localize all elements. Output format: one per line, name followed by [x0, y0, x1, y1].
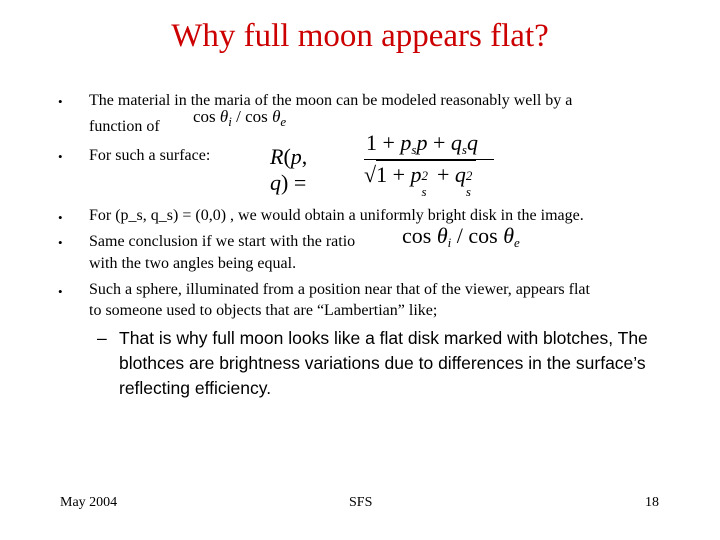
formula-lhs: R(p, q) = [270, 144, 308, 195]
bullet-marker: • [58, 94, 63, 109]
bullet-marker: • [58, 210, 63, 225]
bullet-5-line-1: Such a sphere, illuminated from a position near that of the viewer, appears flat [89, 281, 590, 298]
bullet-marker: • [58, 149, 63, 164]
bullet-1-line-1: The material in the maria of the moon can be modeled reasonably well by a [89, 92, 573, 109]
slide-title: Why full moon appears flat? [171, 18, 549, 54]
formula-denominator: √1 + p 2 s + q 2 s [364, 162, 476, 188]
bullet-4-line-1: Same conclusion if we start with the ratio [89, 233, 356, 250]
footer-title: SFS [349, 495, 373, 510]
bullet-3-text: For (p_s, q_s) = (0,0) , we would obtain a uniformly bright disk in the image. [89, 207, 584, 224]
sub-bullet-text: That is why full moon looks like a flat disk marked with blotches, The blothces are brightness variations due to differences in the surface’s reflecting efficiency. [119, 328, 648, 398]
page-number: 18 [645, 495, 659, 510]
bullet-1-line-2: function of [89, 118, 160, 135]
ratio-large-formula: $\cos \theta_i$ / $\cos \theta_e$ [402, 223, 520, 250]
bullet-5-line-2: to someone used to objects that are “Lambertian” like; [89, 302, 438, 319]
formula-numerator: $1 + p_sp + q_sq$ [366, 130, 478, 157]
bullet-marker: • [58, 284, 63, 299]
ratio-small-formula: $\cos \theta_i$ / $\cos \theta_e$ [193, 107, 287, 129]
bullet-2-text: For such a surface: [89, 147, 211, 164]
dash-marker: – [97, 328, 107, 348]
bullet-4-line-2: with the two angles being equal. [89, 255, 297, 272]
footer-date: May 2004 [60, 495, 118, 510]
bullet-marker: • [58, 235, 63, 250]
